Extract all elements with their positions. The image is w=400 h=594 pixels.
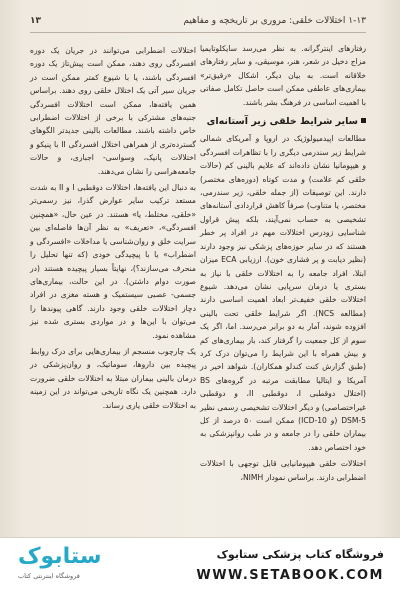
watermark-banner	[0, 537, 400, 594]
paragraph: یک چارچوب منسجم از بیماری‌هایی برای درک روابط پیچیده بین داروها، سوماتیک، و روان‌پزشکی در درمان بالینی بیماران مبتلا به اختلالات خلقی ضرورت دارد. همچنین یک نگاه تاریخی می‌تواند در این زمینه به اختلالات خلقی یاری رساند.	[30, 346, 196, 410]
paragraph: مطالعات اپیدمیولوژیک در اروپا و آمریکای شمالی شرایط زیر سندرمی دیگری را با تظاهرات افسردگی و هیپومانیا نشان داده‌اند که علایم بالینی کم (حالات خلقی کم علامت) و مدت کوتاه (دوره‌های مختصر) دارند. این توصیفات (از جمله خلقی، زیر سندرمی، مختصر، یا متناوب) صرفاً کاهش قراردادی آستانه‌های تشخیصی به حساب نمی‌آیند، بلکه پیش قراول شناسایی زودرس اختلالات مهم در افراد پر خطر هستند که در سایر حوزه‌های پزشکی نیز وجود دارند (نظیر دیابت و پر فشاری خون). ارزیابی ECA میزان ابتلا، افراد جامعه را به اختلالات خلقی با نیاز به بستری یا درمان سرپایی نشان می‌دهد. شیوع اختلالات خلقی خفیف‌تر ابعاد اهمیت اساسی دارند (مطالعه NCS). اگر شرایط خلقی تحت بالینی افزوده شوند، آمار به دو برابر می‌رسد. اما، اگر یک سوم از کل جمعیت را گرفتار کند، بار بیماری‌های کم و بیش همراه با این شرایط را می‌توان درک کرد (طبق گزارش کنت کندلو همکاران). شواهد اخیر در آمریکا و ایتالیا مطابقت مرتبه در گروه‌های BS (اختلال دوقطبی I، دوقطبی II، و دوقطبی غیراختصاصی) و دیگر اختلالات تشخیصی رسمی نظیر DSM-5 (و ICD-10) ممکن است ۵۰ درصد از کل بیماران خلقی را در جامعه و در طب روانپزشکی به خود اختصاص دهد.	[200, 134, 366, 452]
section-heading: سایر شرایط خلقی زیر آستانه‌ای	[200, 115, 366, 128]
paragraph: اختلالات خلقی هیپومانیایی قابل توجهی با اختلالات اضطرابی دارند. براساس نمودار NIMH،	[200, 459, 366, 482]
setabook-logo[interactable]	[14, 544, 118, 588]
paragraph: اختلالات اضطرابی می‌توانند در جریان یک دوره افسردگی روی دهند، ممکن است پیش‌تاز یک دوره افسردگی باشند، یا با شیوع کمتر ممکن است در جریان سیر آتی یک اختلال خلقی روی دهند. براساس همین یافته‌ها، ممکن است اختلالات افسردگی جنبه‌های مشترکی با برخی از اختلالات اضطرابی خاص داشته باشند. مطالعات بالینی جدیدتر الگوهای گسترده‌تری از همراهی اختلال افسردگی II با پنیکو و اختلالات پانیک، وسواسی- اجباری، و حالات جامعه‌هراسی را نشان می‌دهند.	[30, 46, 196, 176]
paragraph: به دنبال این یافته‌ها، اختلالات دوقطبی I و II به شدت مستعد ترکیب سایر عوارض گذرا، نیز رسمی‌تر «خلقی، مختلط، یا» هستند. در عین حال، «همچنین افسردگی»، «تعریف» به نظر آن‌ها فاصله‌ای بین سرایت خلق و روان‌شناسی یا مداخلات «افسردگی و اضطراب» یا با پیچیدگی خودی (که تنها تحلیل را منحرف می‌سازند؟)، نهایتاً بسیار پیچیده هستند (در صورت دوام داشتن). در این حالت، بیماری‌های جسمی- عصبی سیستمیک و هسته مغزی در افراد دچار اختلالات خلقی وجود دارند. گاهی پیوندها را می‌توان با این‌ها و در مواردی بستری شده نیز مشاهده نمود.	[30, 183, 196, 340]
logo-subtitle: فروشگاه اینترنتی کتاب	[18, 572, 80, 580]
paragraph: رفتارهای اینترگرانه. به نظر می‌رسد سایکلوتایمیا مزاج دخیل در شعر، هنر، موسیقی، و سایر رفتارهای خلاقانه است. به بیان دیگر، اشکال «رقیق‌تر» بیماری‌های عاطفی ممکن است حاصل تکامل صفاتی با اهمیت اساسی در فرهنگ بشر باشند.	[200, 44, 366, 107]
running-header	[30, 16, 366, 30]
store-url-link[interactable]: WWW.SETABOOK.COM	[196, 568, 384, 583]
page-number: ۱۳	[30, 16, 41, 26]
logo-text: ستابوک	[18, 544, 102, 569]
right-column	[200, 42, 366, 487]
running-title: ۱-۱۳ اختلالات خلقی: مروری بر تاریخچه و مفاهیم	[183, 16, 366, 26]
header-divider	[30, 32, 366, 33]
left-column	[30, 44, 196, 415]
store-name: فروشگاه کتاب پزشکی ستابوک	[216, 548, 384, 561]
